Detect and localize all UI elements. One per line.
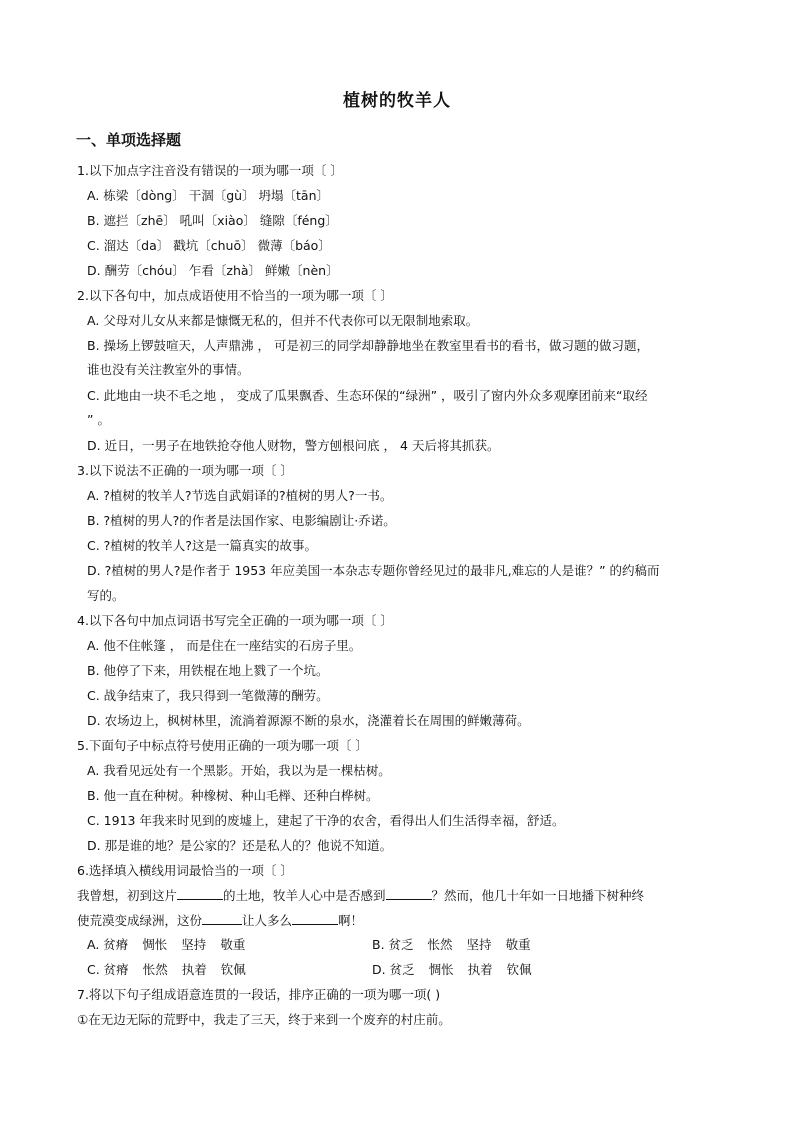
question-2-option-d: D. 近日，一男子在地铁抢夺他人财物，警方刨根问底 ， 4 天后将其抓获。 [87,438,500,453]
fill-blank [202,912,242,925]
question-2-option-b-cont: 谁也没有关注教室外的事情。 [87,362,250,377]
question-6-option-d: D. 贫乏 惆怅 执着 钦佩 [372,962,532,977]
question-5-option-c: C. 1913 年我来时见到的废墟上，建起了干净的农舍，看得出人们生活得幸福，舒适。 [87,813,565,828]
fill-blank [292,912,338,925]
question-5-stem: 5.下面句子中标点符号使用正确的一项为哪一项〔 〕 [77,738,368,753]
question-5-option-a: A. 我看见远处有一个黑影。开始，我以为是一棵枯树。 [87,763,391,778]
question-6-passage-line-1: 我曾想，初到这片 的土地，牧羊人心中是否感到 ？然而，他几十年如一日地播下树种终 [77,888,645,903]
fill-blank [177,887,223,900]
question-4-option-a: A. 他不住帐篷 ， 而是住在一座结实的石房子里。 [87,638,362,653]
question-4-option-d: D. 农场边上，枫树林里，流淌着源源不断的泉水，浇灌着长在周围的鲜嫩薄荷。 [87,713,530,728]
question-1-option-d: D. 酬劳〔chóu〕 乍看〔zhà〕 鲜嫩〔nèn〕 [87,263,339,278]
question-5-option-b: B. 他一直在种树。种橡树、种山毛榉、还种白桦树。 [87,788,379,803]
question-4-option-b: B. 他停了下来，用铁棍在地上戮了一个坑。 [87,663,329,678]
question-4-stem: 4.以下各句中加点词语书写完全正确的一项为哪一项〔 〕 [77,613,393,628]
question-6-option-a: A. 贫瘠 惆怅 坚持 敬重 [87,937,246,952]
question-2-option-c: C. 此地由一块不毛之地 ， 变成了瓜果飘香、生态环保的“绿洲” ，吸引了窗内外众多观摩团前来“取经 [87,388,648,403]
question-3-option-c: C. ?植树的牧羊人?这是一篇真实的故事。 [87,538,317,553]
question-2-option-b: B. 操场上锣鼓喧天，人声鼎沸 ， 可是初三的同学却静静地坐在教室里看书的看书，做习题的做习题， [87,338,649,353]
question-3-stem: 3.以下说法不正确的一项为哪一项〔 〕 [77,463,293,478]
question-1-option-a: A. 栋梁〔dòng〕 干涸〔gù〕 坍塌〔tān〕 [87,188,330,203]
document-title: 植树的牧羊人 [343,91,451,111]
question-2-stem: 2.以下各句中，加点成语使用不恰当的一项为哪一项〔 〕 [77,288,393,303]
question-2-option-a: A. 父母对儿女从来都是慷慨无私的，但并不代表你可以无限制地索取。 [87,313,479,328]
question-2-option-c-cont: ” 。 [87,412,110,427]
section-heading: 一、单项选择题 [76,131,182,149]
question-4-option-c: C. 战争结束了，我只得到一笔微薄的酬劳。 [87,688,329,703]
question-5-option-d: D. 那是谁的地？是公家的？还是私人的？他说不知道。 [87,838,393,853]
question-3-option-d-cont: 写的。 [87,588,125,603]
question-3-option-b: B. ?植树的男人?的作者是法国作家、电影编剧让·乔诺。 [87,513,396,528]
question-1-option-c: C. 溜达〔da〕 戳坑〔chuō〕 微薄〔báo〕 [87,238,331,253]
question-7-stem: 7.将以下句子组成语意连贯的一段话，排序正确的一项为哪一项( ) [77,987,441,1002]
question-6-option-b: B. 贫乏 怅然 坚持 敬重 [372,937,531,952]
question-3-option-a: A. ?植树的牧羊人?节选自武娟译的?植树的男人?一书。 [87,488,393,503]
fill-blank [386,887,432,900]
question-1-option-b: B. 遮拦〔zhē〕 吼叫〔xiào〕 缝隙〔féng〕 [87,213,338,228]
question-6-passage-line-2: 使荒漠变成绿洲，这份 让人多么 啊！ [77,913,364,928]
question-3-option-d: D. ?植树的男人?是作者于 1953 年应美国一本杂志专题你曾经见过的最非凡,难忘的人是谁？” 的约稿而 [87,563,660,578]
question-6-stem: 6.选择填入横线用词最恰当的一项〔 〕 [77,863,293,878]
question-7-sentence-1: ①在无边无际的荒野中，我走了三天，终于来到一个废弃的村庄前。 [77,1012,451,1027]
question-6-option-c: C. 贫瘠 怅然 执着 钦佩 [87,962,246,977]
question-1-stem: 1.以下加点字注音没有错误的一项为哪一项〔 〕 [77,163,343,178]
